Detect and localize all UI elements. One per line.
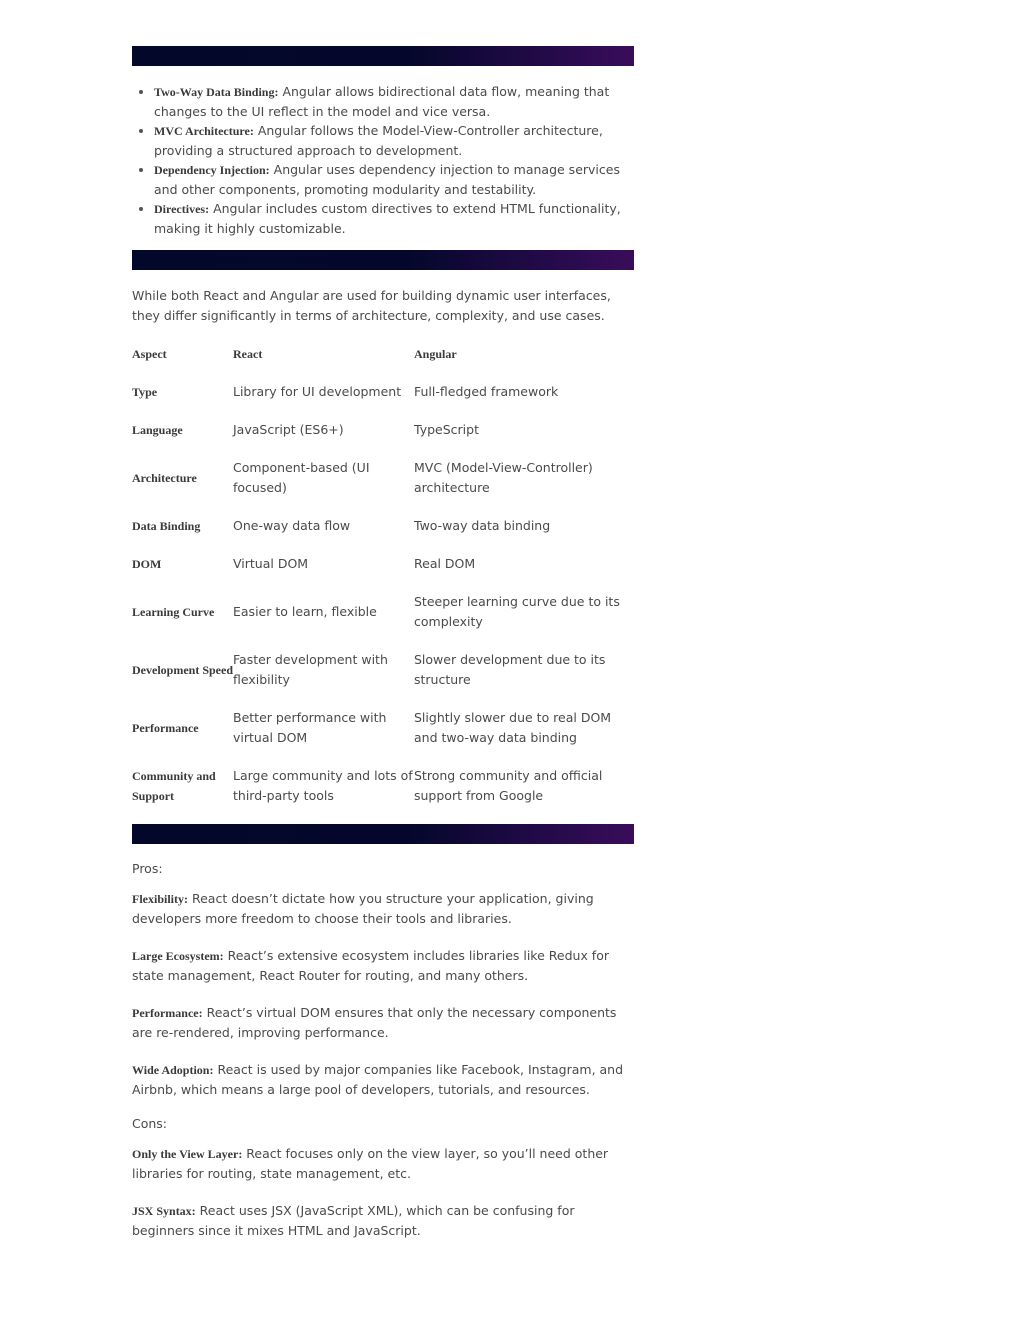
row-aspect: Performance xyxy=(132,721,199,735)
header-angular: Angular xyxy=(414,347,457,361)
table-header-row xyxy=(132,344,634,364)
feature-term: Dependency Injection: xyxy=(154,163,270,177)
row-aspect: Language xyxy=(132,423,183,437)
feature-description: Angular allows bidirectional data flow, meaning that changes to the UI reflect in the model and vice versa. xyxy=(154,84,610,119)
pros-description: React doesn’t dictate how you structure your application, giving developers more freedom to choose their tools and libraries. xyxy=(132,891,594,926)
table-row xyxy=(132,748,634,806)
pros-term: Wide Adoption: xyxy=(132,1063,214,1077)
list-item xyxy=(154,121,634,160)
table-row xyxy=(132,690,634,748)
row-react: Easier to learn, flexible xyxy=(233,604,377,619)
table-row xyxy=(132,632,634,690)
comparison-table xyxy=(132,344,634,806)
cons-term: JSX Syntax: xyxy=(132,1204,196,1218)
table-row xyxy=(132,364,634,402)
row-react: Virtual DOM xyxy=(233,556,309,571)
pros-item xyxy=(132,1003,634,1043)
feature-description: Angular uses dependency injection to manage services and other components, promoting modularity and testability. xyxy=(154,162,620,197)
list-item xyxy=(154,160,634,199)
comparison-intro: While both React and Angular are used for building dynamic user interfaces, they differ significantly in terms of architecture, complexity, and use cases. xyxy=(132,288,611,323)
pros-term: Large Ecosystem: xyxy=(132,949,224,963)
section-heading-bar xyxy=(132,46,634,66)
cons-term: Only the View Layer: xyxy=(132,1147,243,1161)
table-row xyxy=(132,498,634,536)
row-angular: TypeScript xyxy=(414,422,479,437)
header-react: React xyxy=(233,347,263,361)
header-aspect: Aspect xyxy=(132,347,167,361)
angular-features-list xyxy=(132,66,634,238)
section-heading-bar xyxy=(132,824,634,844)
cons-label: Cons: xyxy=(132,1116,168,1131)
feature-description: Angular includes custom directives to extend HTML functionality, making it highly customizable. xyxy=(154,201,621,236)
table-row xyxy=(132,574,634,632)
row-react: JavaScript (ES6+) xyxy=(233,422,344,437)
cons-description: React uses JSX (JavaScript XML), which can be confusing for beginners since it mixes HTML and JavaScript. xyxy=(132,1203,575,1238)
row-aspect: Data Binding xyxy=(132,519,201,533)
table-row xyxy=(132,402,634,440)
cons-item xyxy=(132,1201,634,1241)
table-row xyxy=(132,440,634,498)
row-angular: Slower development due to its structure xyxy=(414,652,606,687)
row-react: Faster development with flexibility xyxy=(233,652,388,687)
row-aspect: Type xyxy=(132,385,158,399)
row-react: Better performance with virtual DOM xyxy=(233,710,387,745)
row-react: Large community and lots of third-party tools xyxy=(233,768,413,803)
pros-label: Pros: xyxy=(132,861,163,876)
pros-item xyxy=(132,946,634,986)
pros-description: React’s virtual DOM ensures that only the necessary components are re-rendered, improving performance. xyxy=(132,1005,617,1040)
row-react: Component-based (UI focused) xyxy=(233,460,370,495)
row-react: Library for UI development xyxy=(233,384,402,399)
pros-term: Performance: xyxy=(132,1006,203,1020)
row-angular: Slightly slower due to real DOM and two-way data binding xyxy=(414,710,612,745)
row-angular: Strong community and official support from Google xyxy=(414,768,603,803)
pros-item xyxy=(132,1060,634,1100)
feature-description: Angular follows the Model-View-Controller architecture, providing a structured approach to development. xyxy=(154,123,603,158)
feature-term: Two-Way Data Binding: xyxy=(154,85,279,99)
row-angular: Full-fledged framework xyxy=(414,384,559,399)
row-aspect: Development Speed xyxy=(132,663,233,677)
list-item xyxy=(154,82,634,121)
row-aspect: Architecture xyxy=(132,471,197,485)
row-angular: MVC (Model-View-Controller) architecture xyxy=(414,460,593,495)
row-aspect: Learning Curve xyxy=(132,605,215,619)
row-angular: Two-way data binding xyxy=(414,518,551,533)
cons-item xyxy=(132,1144,634,1184)
list-item xyxy=(154,199,634,238)
row-react: One-way data flow xyxy=(233,518,351,533)
article-content xyxy=(132,46,634,1241)
pros-term: Flexibility: xyxy=(132,892,188,906)
feature-term: Directives: xyxy=(154,202,210,216)
pros-description: React is used by major companies like Facebook, Instagram, and Airbnb, which means a large pool of developers, tutorials, and resources. xyxy=(132,1062,624,1097)
row-angular: Real DOM xyxy=(414,556,476,571)
pros-description: React’s extensive ecosystem includes libraries like Redux for state management, React Router for routing, and many others. xyxy=(132,948,609,983)
pros-item xyxy=(132,889,634,929)
table-row xyxy=(132,536,634,574)
feature-term: MVC Architecture: xyxy=(154,124,254,138)
section-heading-bar xyxy=(132,250,634,270)
row-aspect: Community and Support xyxy=(132,769,216,803)
row-aspect: DOM xyxy=(132,557,162,571)
row-angular: Steeper learning curve due to its complexity xyxy=(414,594,620,629)
cons-description: React focuses only on the view layer, so you’ll need other libraries for routing, state management, etc. xyxy=(132,1146,609,1181)
